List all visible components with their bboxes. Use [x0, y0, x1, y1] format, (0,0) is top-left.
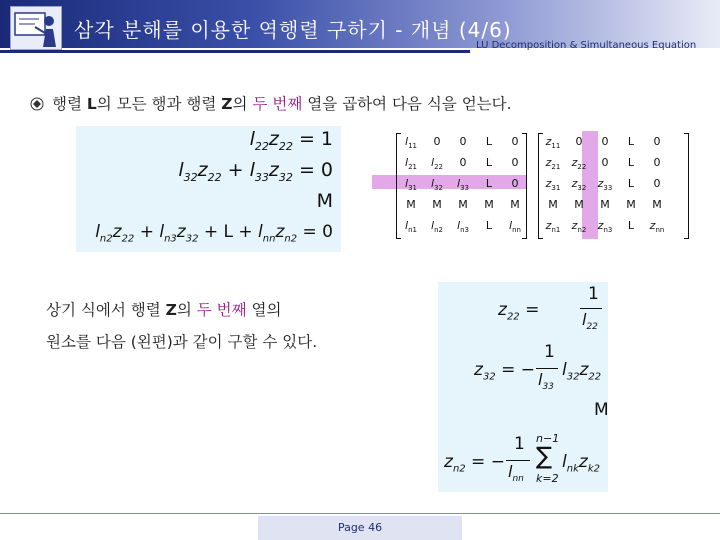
matrix-cell: M [484, 198, 494, 211]
sum-lower-limit: k=2 [536, 472, 559, 485]
matrix-cell: $l_{n3}$ [457, 219, 469, 235]
matrix-cell: $z_{31}$ [545, 177, 561, 193]
solution-line: $z_{n2}$ = − [444, 452, 505, 475]
bullet-icon [30, 96, 44, 115]
matrix-cell: $z_{11}$ [545, 135, 561, 151]
bracket-right [684, 133, 689, 239]
matrix-cell: L [627, 177, 635, 190]
matrix-cell: $l_{22}$ [431, 156, 443, 172]
footer-bar [258, 516, 462, 540]
title-divider-accent [0, 50, 470, 53]
equation-line: $l_{n2}z_{22} + l_{n3}z_{32} + L + l_{nn}z_{n2} = 0$ [95, 222, 333, 245]
matrix-product [372, 131, 692, 239]
page-title: 삼각 분해를 이용한 역행렬 구하기 - 개념 (4/6) [74, 18, 512, 42]
equation-ellipsis: M [316, 190, 333, 212]
matrix-cell: $l_{32}$ [431, 177, 443, 193]
matrix-cell: L [485, 177, 493, 190]
solution-term: $l_{nk}z_{k2}$ [562, 452, 600, 475]
matrix-cell: $l_{nn}$ [509, 219, 521, 235]
fraction-bar [506, 460, 530, 461]
fraction-numerator: 1 [544, 342, 555, 362]
matrix-cell: 0 [653, 156, 661, 169]
body-text-line: 상기 식에서 행렬 Z의 두 번째 열의 [46, 301, 282, 319]
matrix-cell: 0 [653, 177, 661, 190]
body-text-line: 원소를 다음 (왼편)과 같이 구할 수 있다. [46, 333, 318, 351]
matrix-cell: M [548, 198, 558, 211]
matrix-cell: M [432, 198, 442, 211]
page-number: Page 46 [337, 521, 383, 534]
matrix-cell: L [627, 135, 635, 148]
solution-line: $z_{22}$ = [498, 300, 540, 323]
matrix-cell: 0 [511, 156, 519, 169]
matrix-cell: $l_{33}$ [457, 177, 469, 193]
matrix-cell: M [406, 198, 416, 211]
matrix-cell: $l_{n1}$ [405, 219, 417, 235]
solution-line: $z_{32}$ = − [474, 360, 535, 383]
matrix-cell: 0 [601, 135, 609, 148]
sum-upper-limit: n−1 [536, 432, 560, 445]
solution-term: $l_{32}z_{22}$ [562, 360, 602, 383]
fraction-numerator: 1 [514, 434, 525, 454]
matrix-cell: $z_{33}$ [597, 177, 613, 193]
matrix-cell: L [627, 156, 635, 169]
matrix-cell: $z_{n3}$ [597, 219, 613, 235]
presenter-logo-icon [10, 6, 62, 50]
sum-symbol: ∑ [536, 442, 553, 470]
matrix-cell: M [510, 198, 520, 211]
matrix-cell: $z_{n2}$ [571, 219, 587, 235]
matrix-cell: M [652, 198, 662, 211]
solution-box [438, 282, 608, 492]
matrix-cell: $z_{n1}$ [545, 219, 561, 235]
matrix-cell: 0 [575, 135, 583, 148]
matrix-cell: 0 [511, 177, 519, 190]
matrix-cell: M [458, 198, 468, 211]
matrix-cell: $l_{n2}$ [431, 219, 443, 235]
matrix-cell: M [600, 198, 610, 211]
matrix-cell: $z_{21}$ [545, 156, 561, 172]
footer-divider [0, 513, 720, 514]
matrix-cell: M [626, 198, 636, 211]
matrix-cell: $z_{32}$ [571, 177, 587, 193]
matrix-cell: $z_{22}$ [571, 156, 587, 172]
matrix-cell: L [485, 156, 493, 169]
matrix-cell: 0 [601, 156, 609, 169]
equation-line: $l_{32}z_{22} + l_{33}z_{32} = 0$ [178, 159, 333, 184]
matrix-cell: L [485, 135, 493, 148]
intro-text: 행렬 L의 모든 행과 행렬 Z의 두 번째 열을 곱하여 다음 식을 얻는다. [52, 95, 512, 113]
matrix-cell: 0 [511, 135, 519, 148]
matrix-cell: M [574, 198, 584, 211]
fraction-bar [580, 308, 602, 309]
matrix-cell: $l_{11}$ [405, 135, 417, 151]
solution-ellipsis: M [594, 400, 609, 420]
equation-box [76, 126, 341, 252]
matrix-cell: 0 [459, 156, 467, 169]
page-subtitle: LU Decomposition & Simultaneous Equation [476, 40, 697, 51]
matrix-cell: 0 [433, 135, 441, 148]
matrix-cell: $l_{21}$ [405, 156, 417, 172]
matrix-cell: $z_{nn}$ [649, 219, 665, 235]
matrix-cell: 0 [459, 135, 467, 148]
fraction-numerator: 1 [588, 284, 599, 304]
fraction-denominator: $l_{nn}$ [508, 462, 524, 485]
fraction-bar [536, 368, 558, 369]
matrix-cell: 0 [653, 135, 661, 148]
fraction-denominator: $l_{33}$ [538, 370, 554, 393]
equation-line: $l_{22}z_{22} = 1$ [249, 128, 333, 153]
matrix-cell: $l_{31}$ [405, 177, 417, 193]
matrix-cell: L [627, 219, 635, 232]
matrix-cell: L [485, 219, 493, 232]
fraction-denominator: $l_{22}$ [582, 310, 598, 333]
